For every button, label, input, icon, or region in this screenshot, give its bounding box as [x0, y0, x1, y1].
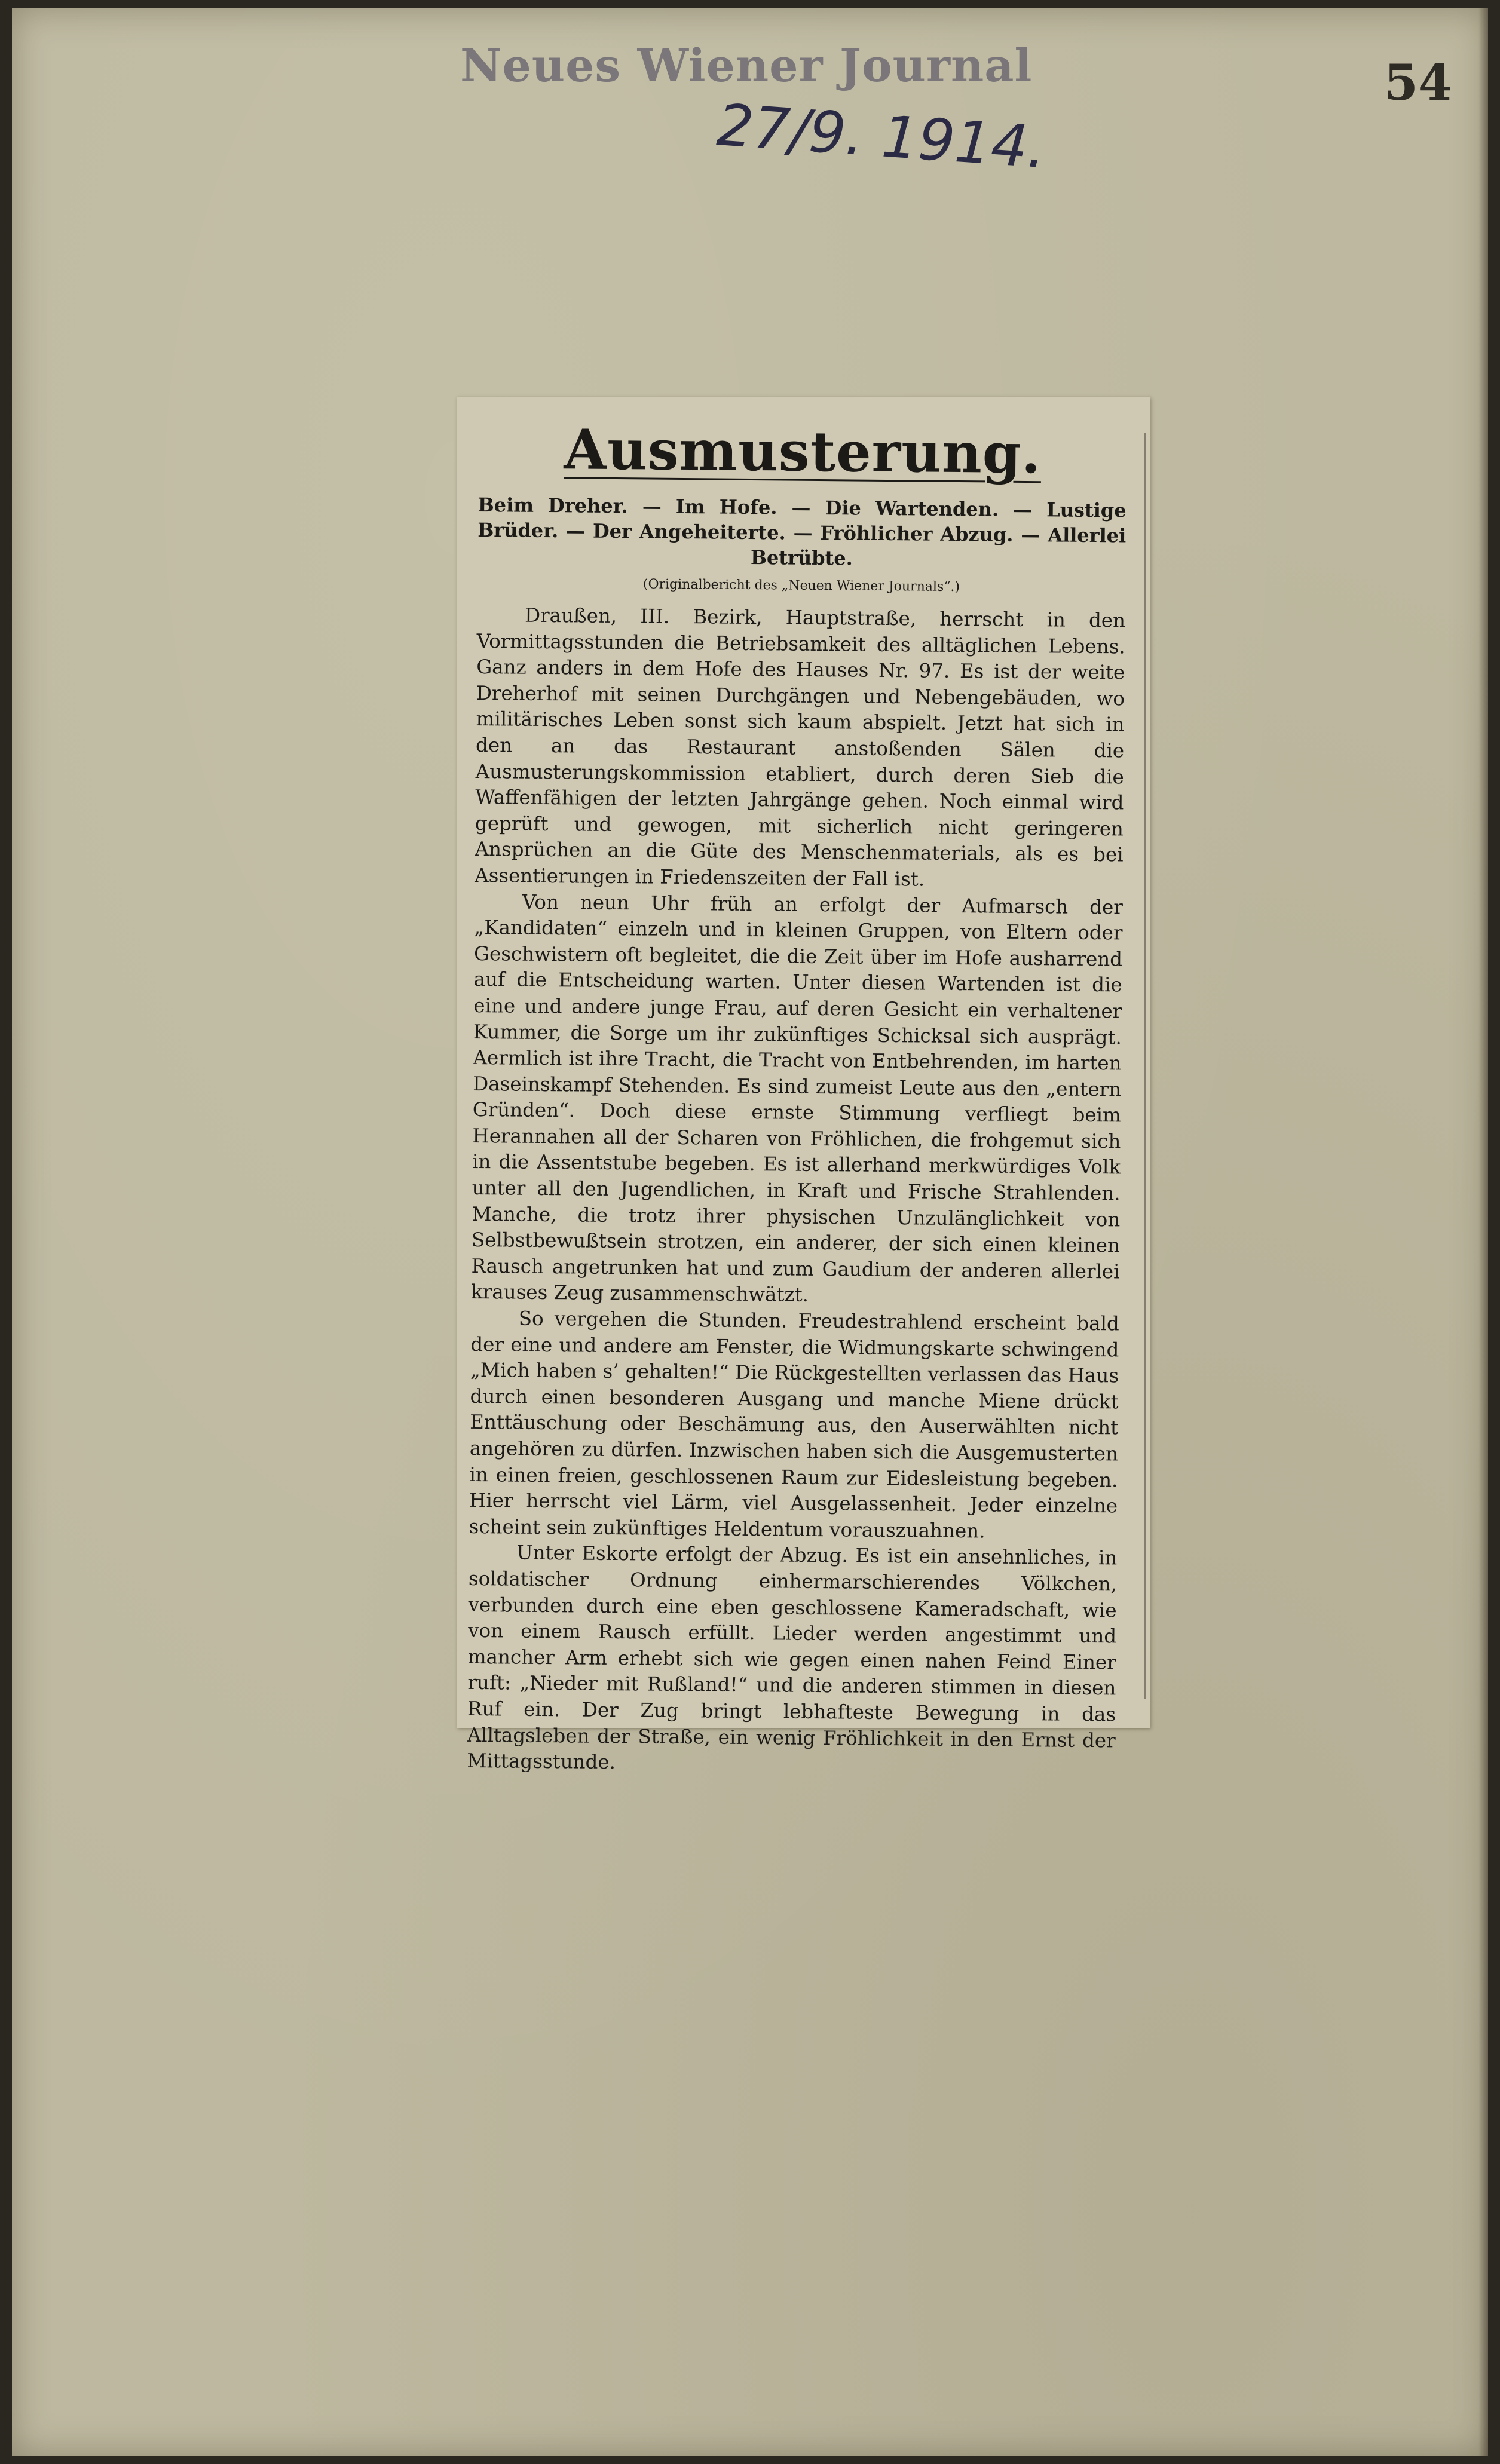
article-paragraph: Draußen, III. Bezirk, Hauptstraße, herrscht in den Vormittagsstunden die Betriebsamkeit des alltäglichen Lebens. Ganz anders in dem Hofe des Hauses Nr. 97. Es ist der weite Dreherhof mit seinen Durchgängen und Nebengebäuden, wo militärisches Leben sonst sich kaum abspielt. Jetzt hat sich in den an das Restaurant anstoßenden Sälen die Ausmusterungskommission etabliert, durch deren Sieb die Waffenfähigen der letzten Jahrgänge gehen. Noch einmal wird geprüft und gewogen, mit sicherlich nicht geringeren Ansprüchen an die Güte des Menschenmaterials, als es bei Assentierungen in Friedenszeiten der Fall ist.	[475, 603, 1126, 891]
article-paragraph: Von neun Uhr früh an erfolgt der Aufmarsch der „Kandidaten“ einzeln und in kleinen Gruppen, von Eltern oder Geschwistern oft begleitet, die die Zeit über im Hofe ausharrend auf die Entscheidung warten. Unter diesen Wartenden ist die eine und andere junge Frau, auf deren Gesicht ein verhaltener Kummer, die Sorge um ihr zukünftiges Schicksal sich ausprägt. Aermlich ist ihre Tracht, die Tracht von Entbehrenden, im harten Daseinskampf Stehenden. Es sind zumeist Leute aus den „entern Gründen“. Doch diese ernste Stimmung verfliegt beim Herannahen all der Scharen von Fröhlichen, die frohgemut sich in die Assentstube begeben. Es ist allerhand merkwürdiges Volk unter all den Jugendlichen, in Kraft und Frische Strahlenden. Manche, die trotz ihrer physischen Unzulänglichkeit von Selbstbewußtsein strotzen, ein anderer, der sich einen kleinen Rausch angetrunken hat und zum Gaudium der anderen allerlei krauses Zeug zusammenschwätzt.	[471, 890, 1123, 1307]
article-subheads: Beim Dreher. — Im Hofe. — Die Wartenden. — Lustige Brüder. — Der Angeheiterte. — Fröhlicher Abzug. — Allerlei Betrübte.	[477, 493, 1126, 570]
column-rule	[1144, 433, 1146, 1699]
handwritten-date: 27/9. 1914.	[715, 91, 1049, 182]
archive-sheet	[12, 8, 1488, 2456]
page-number: 54	[1383, 54, 1452, 112]
sheet-edge-shadow	[1478, 8, 1488, 2456]
article-title: Ausmusterung.	[564, 417, 1042, 486]
clipping-content	[467, 413, 1127, 1780]
newspaper-stamp: Neues Wiener Journal	[460, 39, 1033, 92]
article-paragraph: So vergehen die Stunden. Freudestrahlend erscheint bald der eine und andere am Fenster, die Widmungskarte schwingend „Mich haben s’ gehalten!“ Die Rückgestellten verlassen das Haus durch einen besonderen Ausgang und manche Miene drückt Enttäuschung oder Beschämung aus, den Auserwählten nicht angehören zu dürfen. Inzwischen haben sich die Ausgemusterten in einen freien, geschlossenen Raum zur Eidesleistung begeben. Hier herrscht viel Lärm, viel Ausgelassenheit. Jeder einzelne scheint sein zukünftiges Heldentum vorauszuahnen.	[469, 1307, 1119, 1543]
newspaper-clipping	[457, 397, 1150, 1774]
article-credit: (Originalbericht des „Neuen Wiener Journals“.)	[642, 577, 960, 595]
article-paragraph: Unter Eskorte erfolgt der Abzug. Es ist ein ansehnliches, in soldatischer Ordnung einhermarschierendes Völkchen, verbunden durch eine eben geschlossene Kameradschaft, wie von einem Rausch erfüllt. Lieder werden angestimmt und mancher Arm erhebt sich wie gegen einen nahen Feind Einer ruft: „Nieder mit Rußland!“ und die anderen stimmen in diesen Ruf ein. Der Zug bringt lebhafteste Bewegung in das Alltagsleben der Straße, ein wenig Fröhlichkeit in den Ernst der Mittagsstunde.	[467, 1541, 1118, 1774]
